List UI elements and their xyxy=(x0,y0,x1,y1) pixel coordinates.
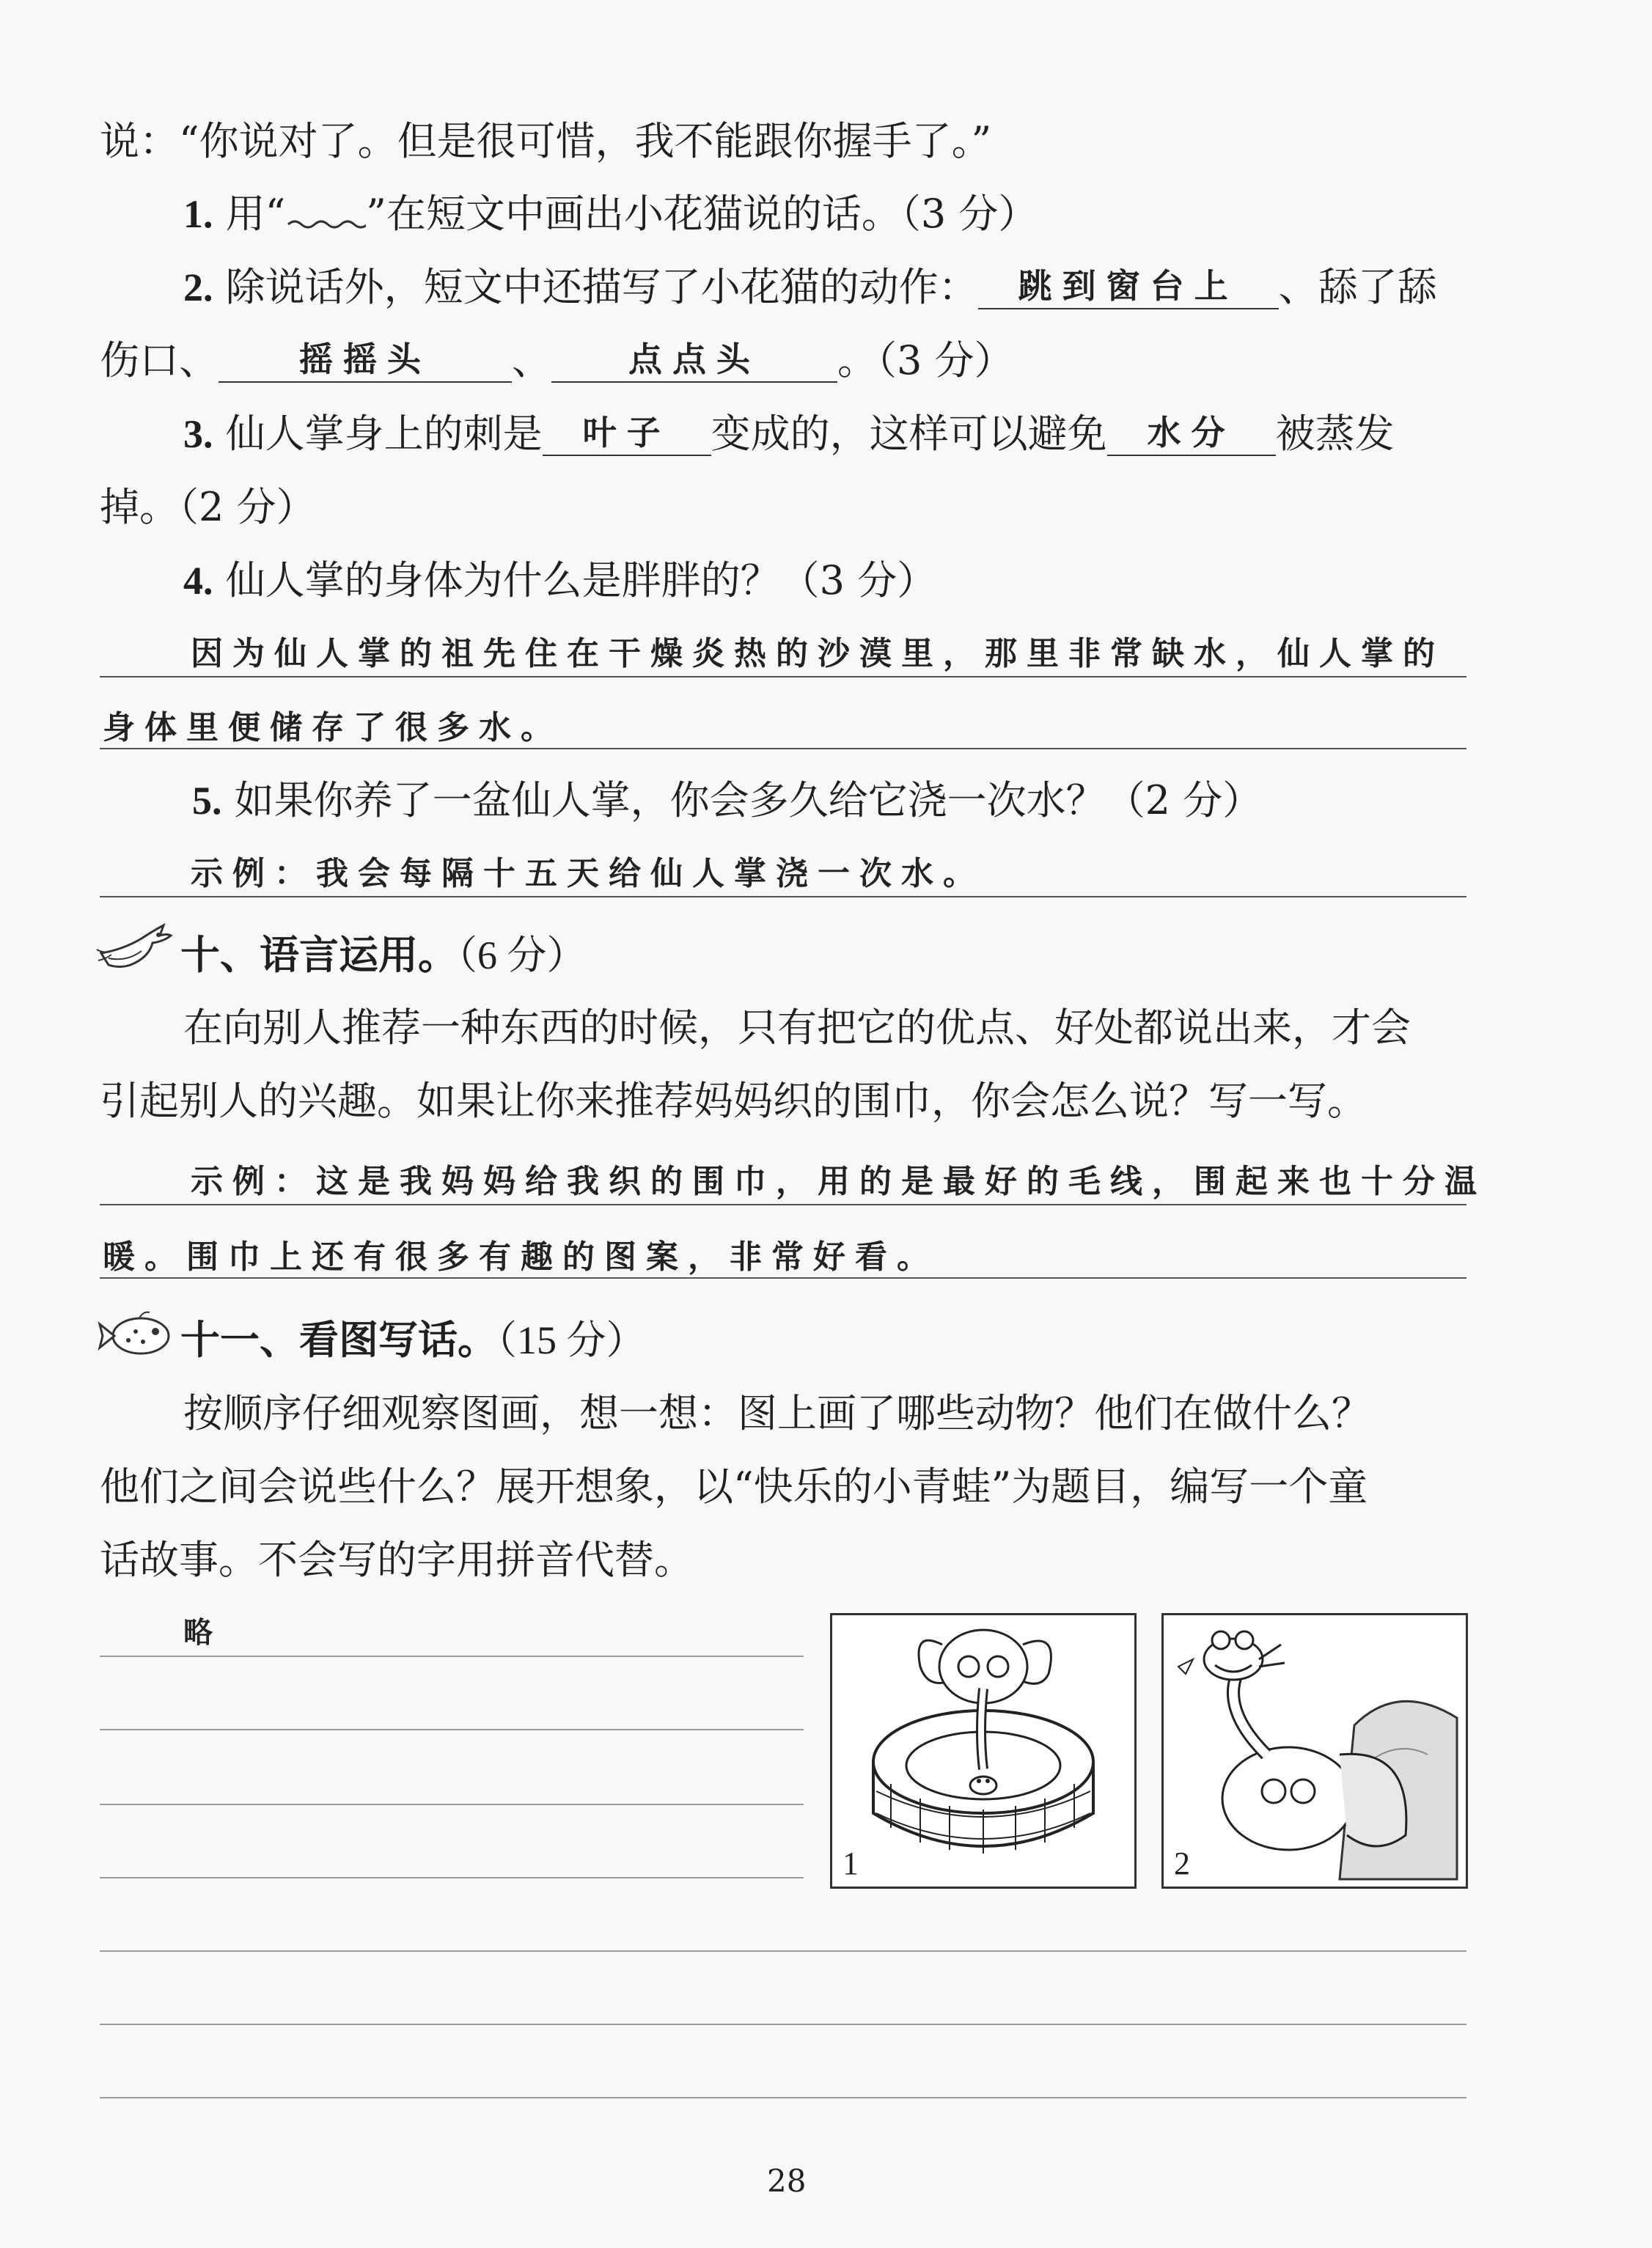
elephant-at-well-illustration xyxy=(832,1615,1134,1887)
writing-rule-4 xyxy=(100,1877,804,1878)
section-10-title: 十、语言运用。 xyxy=(180,932,458,978)
writing-rule-7 xyxy=(100,2097,1466,2098)
bird-icon xyxy=(94,920,175,979)
q1-post: ”在短文中画出小花猫说的话。（3 分） xyxy=(366,191,1038,237)
q4-text: 仙人掌的身体为什么是胖胖的？（3 分） xyxy=(225,557,937,603)
q2-answer-3: 点点头 xyxy=(551,337,837,383)
q5-answer-rule xyxy=(100,896,1466,897)
question-2-line-2 xyxy=(100,335,1014,386)
q2-mid: 、舔了舔 xyxy=(1278,264,1437,310)
section-10-answer-rule-2 xyxy=(100,1277,1466,1279)
q2-line2-pre: 伤口、 xyxy=(100,337,219,383)
section-11-heading xyxy=(180,1315,646,1366)
writing-rule-3 xyxy=(100,1804,804,1805)
q2-answer-2: 摇摇头 xyxy=(219,337,512,383)
fish-icon xyxy=(95,1307,176,1365)
section-10-line-1: 在向别人推荐一种东西的时候，只有把它的优点、好处都说出来，才会 xyxy=(183,1004,1411,1051)
question-5 xyxy=(192,775,1262,826)
writing-rule-5 xyxy=(100,1950,1466,1952)
q1-number: 1. xyxy=(183,192,213,236)
picture-2-label: 2 xyxy=(1174,1845,1190,1881)
q2-sep: 、 xyxy=(512,337,551,383)
frog-on-elephant-illustration xyxy=(1164,1615,1466,1887)
picture-1-label: 1 xyxy=(842,1845,859,1881)
q2-end: 。（3 分） xyxy=(837,337,1014,383)
q5-answer: 示例：我会每隔十五天给仙人掌浇一次水。 xyxy=(191,855,985,892)
q2-number: 2. xyxy=(183,265,213,309)
q2-text: 除说话外，短文中还描写了小花猫的动作： xyxy=(225,264,978,310)
q2-answer-1: 跳到窗台上 xyxy=(978,264,1279,309)
q5-text: 如果你养了一盆仙人掌，你会多久给它浇一次水？（2 分） xyxy=(234,777,1263,823)
section-11-line-1: 按顺序仔细观察图画，想一想：图上画了哪些动物？他们在做什么？ xyxy=(183,1390,1371,1436)
section-10-answer-rule-1 xyxy=(100,1204,1466,1205)
q3-answer-2: 水分 xyxy=(1107,411,1276,456)
q3-post: 被蒸发 xyxy=(1275,411,1395,457)
q3-answer-1: 叶子 xyxy=(543,411,711,456)
writing-rule-2 xyxy=(100,1729,804,1730)
question-1 xyxy=(183,188,1038,240)
picture-2 xyxy=(1161,1613,1468,1889)
section-10-answer-line-1: 示例：这是我妈妈给我织的围巾，用的是最好的毛线，围起来也十分温 xyxy=(191,1163,1486,1200)
question-2 xyxy=(183,262,1437,313)
q3-mid: 变成的，这样可以避免 xyxy=(711,411,1107,457)
writing-rule-6 xyxy=(100,2024,1466,2025)
q3-pre: 仙人掌身上的刺是 xyxy=(225,411,543,457)
section-11-score: （15 分） xyxy=(497,1318,646,1362)
question-3-line-2: 掉。（2 分） xyxy=(100,484,316,530)
question-4 xyxy=(183,555,936,606)
writing-rule-1 xyxy=(100,1656,804,1657)
page-number: 28 xyxy=(767,2163,807,2199)
intro-line: 说：“你说对了。但是很可惜，我不能跟你握手了。” xyxy=(100,118,992,164)
section-10-line-2: 引起别人的兴趣。如果让你来推荐妈妈织的围巾，你会怎么说？写一写。 xyxy=(100,1078,1367,1124)
question-3 xyxy=(183,408,1395,460)
q4-answer-rule-2 xyxy=(100,748,1466,749)
wavy-line-icon xyxy=(285,202,366,232)
picture-1 xyxy=(830,1613,1137,1889)
section-11-line-3: 话故事。不会写的字用拼音代替。 xyxy=(100,1537,694,1583)
q4-answer-rule-1 xyxy=(100,676,1466,677)
section-10-answer-line-2: 暖。围巾上还有很多有趣的图案，非常好看。 xyxy=(103,1238,939,1276)
q4-answer-line-2: 身体里便储存了很多水。 xyxy=(103,709,562,746)
section-10-heading xyxy=(180,930,587,981)
q3-number: 3. xyxy=(183,412,213,456)
section-11-title: 十一、看图写话。 xyxy=(180,1317,497,1363)
q4-number: 4. xyxy=(183,559,213,603)
q4-answer-line-1: 因为仙人掌的祖先住在干燥炎热的沙漠里，那里非常缺水，仙人掌的 xyxy=(191,635,1444,672)
q5-number: 5. xyxy=(192,779,222,823)
section-11-line-2: 他们之间会说些什么？展开想象，以“快乐的小青蛙”为题目，编写一个童 xyxy=(100,1463,1368,1510)
section-10-score: （6 分） xyxy=(458,933,587,977)
q1-pre: 用“ xyxy=(225,191,286,237)
section-11-answer: 略 xyxy=(183,1616,223,1650)
